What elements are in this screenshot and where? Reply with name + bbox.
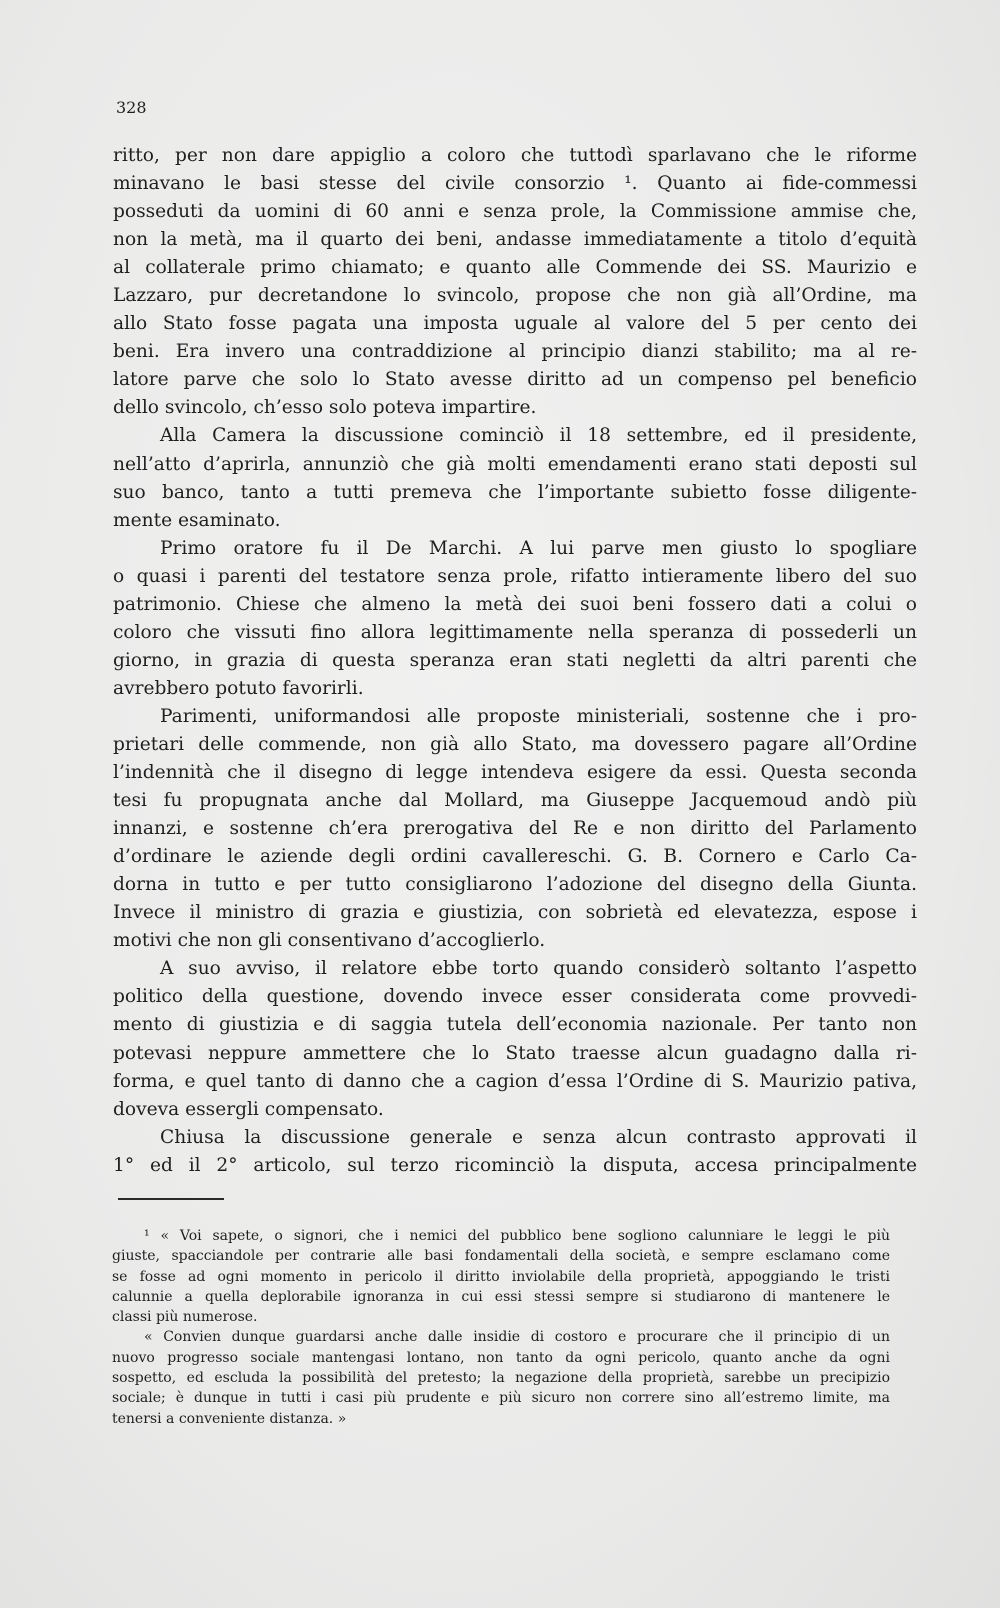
body-text <box>113 142 917 1180</box>
text-line: doveva essergli compensato. <box>113 1098 384 1120</box>
text-line: latore parve che solo lo Stato avesse diritto ad un compenso pel beneficio <box>113 369 917 391</box>
paragraph <box>113 955 917 1123</box>
text-line: Chiusa la discussione generale e senza alcun contrasto approvati il <box>160 1126 917 1148</box>
footnote-line: calunnie a quella deplorabile ignoranza in cui essi stessi sempre si studiarono di mantenere le <box>112 1288 890 1305</box>
text-line: dello svincolo, ch’esso solo poteva impartire. <box>113 397 537 419</box>
footnote-line: sospetto, ed escluda la possibilità del pretesto; la negazione della proprietà, sarebbe un precipizio <box>112 1370 890 1387</box>
text-line: al collaterale primo chiamato; e quanto alle Commende dei SS. Maurizio e <box>113 257 917 279</box>
footnote-line: « Convien dunque guardarsi anche dalle insidie di costoro e procurare che il principio di un <box>144 1329 890 1346</box>
footnote-line: ¹ « Voi sapete, o signori, che i nemici del pubblico bene sogliono calunniare le leggi le più <box>144 1228 890 1244</box>
footnote-line: giuste, spacciandole per contrarie alle basi fondamentali della società, e sempre esclamano come <box>112 1248 890 1265</box>
text-line: suo banco, tanto a tutti premeva che l’importante subietto fosse diligente- <box>113 481 917 503</box>
text-line: coloro che vissuti fino allora legittimamente nella speranza di possederli un <box>113 621 917 643</box>
text-line: Primo oratore fu il De Marchi. A lui parve men giusto lo spogliare <box>160 537 917 559</box>
text-line: politico della questione, dovendo invece esser considerata come provvedi- <box>113 986 917 1008</box>
footnote-rule <box>118 1198 224 1200</box>
text-line: 1° ed il 2° articolo, sul terzo ricominciò la disputa, accesa principalmente <box>113 1154 917 1176</box>
text-line: potevasi neppure ammettere che lo Stato traesse alcun guadagno dalla ri- <box>113 1042 917 1064</box>
text-line: o quasi i parenti del testatore senza prole, rifatto intieramente libero del suo <box>113 565 917 587</box>
footnote-line: se fosse ad ogni momento in pericolo il diritto inviolabile della proprietà, appoggiando le tristi <box>112 1268 890 1285</box>
text-line: ritto, per non dare appiglio a coloro che tuttodì sparlavano che le riforme <box>113 145 917 166</box>
text-line: Invece il ministro di grazia e giustizia, con sobrietà ed elevatezza, espose i <box>113 902 917 924</box>
text-line: minavano le basi stesse del civile consorzio ¹. Quanto ai fide-commessi <box>113 173 917 195</box>
footnote-line: sociale; è dunque in tutti i casi più prudente e più sicuro non correre sino all’estremo limite, ma <box>112 1390 890 1407</box>
text-line: A suo avviso, il relatore ebbe torto quando considerò soltanto l’aspetto <box>160 958 917 980</box>
footnote-line: classi più numerose. <box>112 1309 258 1326</box>
footnote-line: tenersi a conveniente distanza. » <box>112 1410 347 1427</box>
text-line: mento di giustizia e di saggia tutela dell’economia nazionale. Per tanto non <box>113 1014 917 1036</box>
text-line: innanzi, e sostenne ch’era prerogativa del Re e non diritto del Parlamento <box>113 818 917 840</box>
text-line: non la metà, ma il quarto dei beni, andasse immediatamente a titolo d’equità <box>113 229 917 251</box>
text-line: patrimonio. Chiese che almeno la metà dei suoi beni fossero dati a colui o <box>113 593 917 615</box>
text-line: allo Stato fosse pagata una imposta uguale al valore del 5 per cento dei <box>113 313 917 335</box>
text-line: motivi che non gli consentivano d’accoglierlo. <box>113 930 546 952</box>
text-line: posseduti da uomini di 60 anni e senza prole, la Commissione ammise che, <box>113 201 917 223</box>
footnote-paragraph <box>112 1226 890 1327</box>
text-line: Parimenti, uniformandosi alle proposte ministeriali, sostenne che i pro- <box>160 705 917 727</box>
text-line: l’indennità che il disegno di legge intendeva esigere da essi. Questa seconda <box>113 762 917 784</box>
paragraph <box>113 142 917 422</box>
paragraph <box>113 535 917 703</box>
text-line: beni. Era invero una contraddizione al principio dianzi stabilito; ma al re- <box>113 341 917 363</box>
footnotes <box>112 1226 890 1429</box>
text-line: avrebbero potuto favorirli. <box>113 677 364 699</box>
paragraph <box>113 703 917 955</box>
text-line: giorno, in grazia di questa speranza eran stati negletti da altri parenti che <box>113 649 917 671</box>
text-line: mente esaminato. <box>113 509 281 531</box>
text-line: tesi fu propugnata anche dal Mollard, ma Giuseppe Jacquemoud andò più <box>113 790 917 812</box>
page-number: 328 <box>116 98 147 117</box>
text-line: Alla Camera la discussione cominciò il 18 settembre, ed il presidente, <box>160 425 917 447</box>
text-line: d’ordinare le aziende degli ordini cavallereschi. G. B. Cornero e Carlo Ca- <box>113 846 917 868</box>
footnote-line: nuovo progresso sociale mantengasi lontano, non tanto da ogni pericolo, quanto anche da ogni <box>112 1349 890 1366</box>
text-line: nell’atto d’aprirla, annunziò che già molti emendamenti erano stati deposti sul <box>113 453 917 475</box>
paragraph <box>113 1124 917 1180</box>
paragraph <box>113 422 917 534</box>
text-line: Lazzaro, pur decretandone lo svincolo, propose che non già all’Ordine, ma <box>113 285 917 307</box>
text-line: dorna in tutto e per tutto consigliarono l’adozione del disegno della Giunta. <box>113 874 917 896</box>
text-line: prietari delle commende, non già allo Stato, ma dovessero pagare all’Ordine <box>113 733 917 755</box>
footnote-paragraph <box>112 1327 890 1428</box>
text-line: forma, e quel tanto di danno che a cagion d’essa l’Ordine di S. Maurizio pativa, <box>113 1070 917 1092</box>
